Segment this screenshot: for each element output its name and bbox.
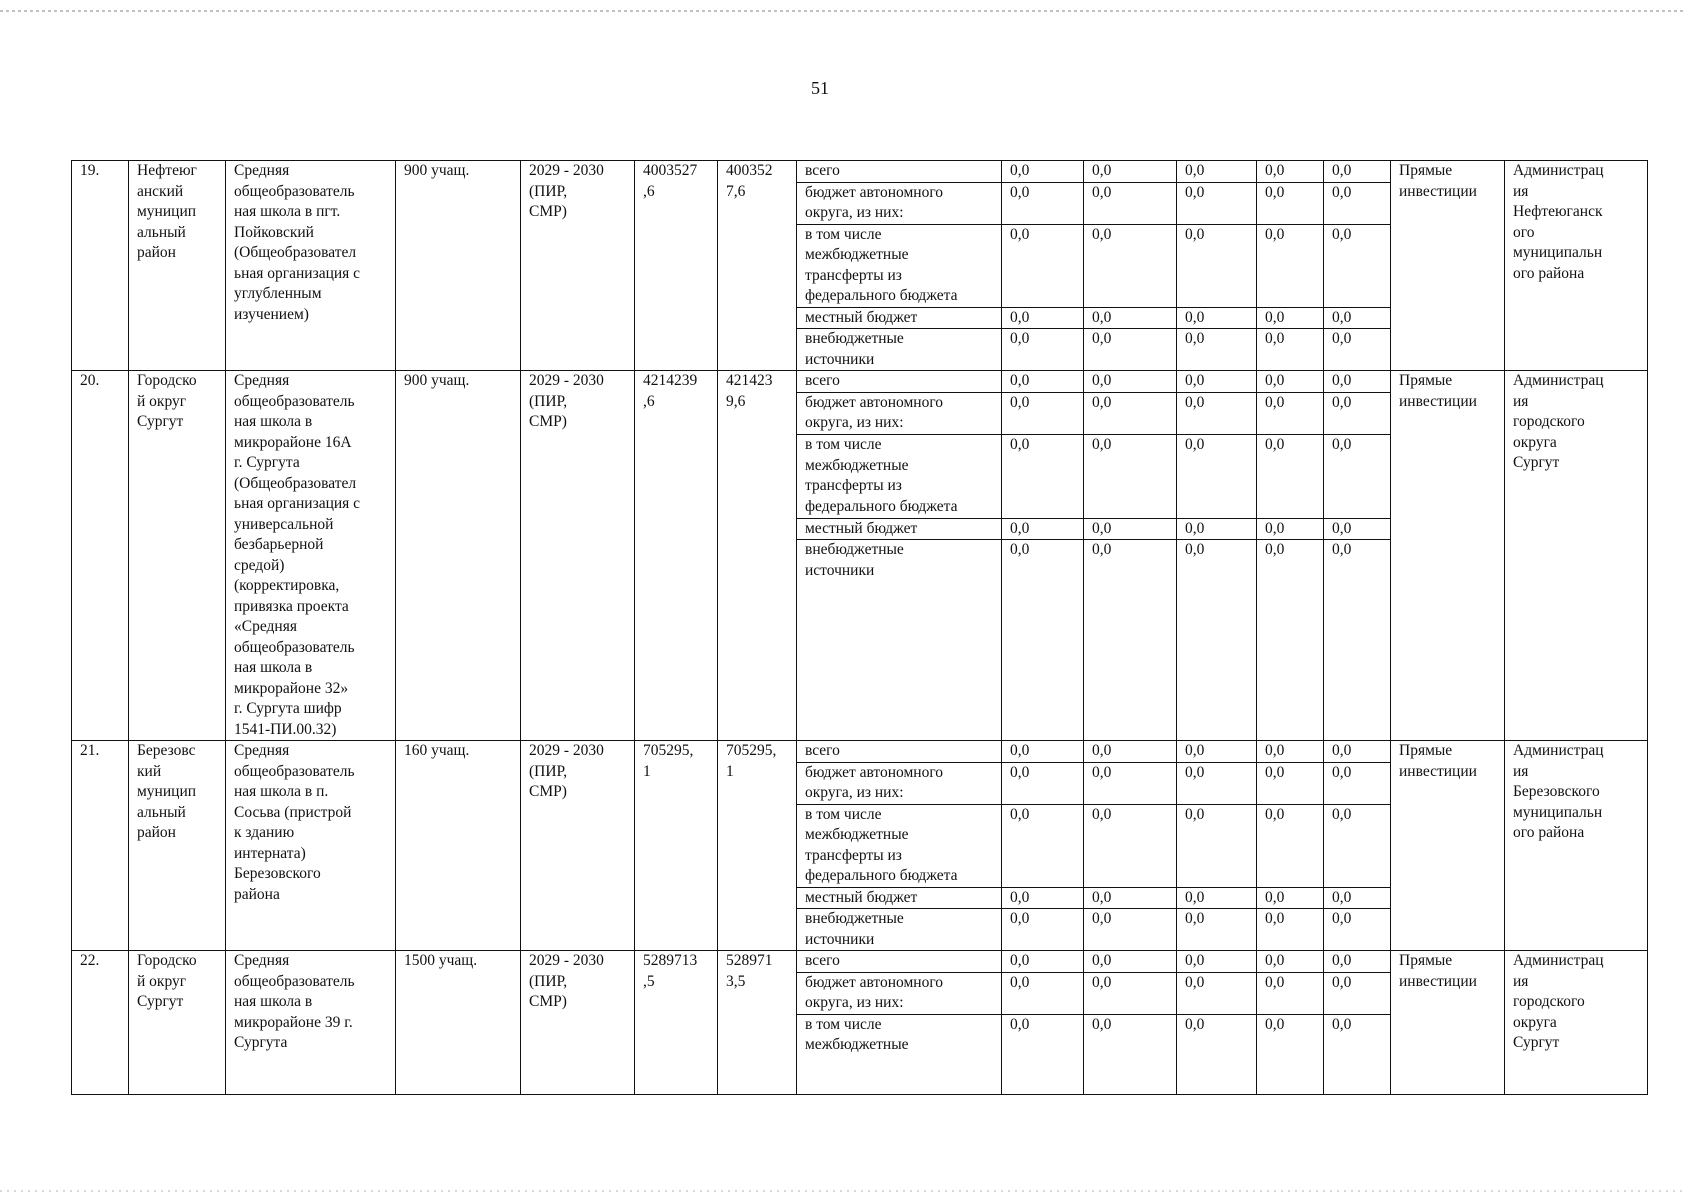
amount-cell: 0,0 — [1177, 951, 1257, 973]
amount-cell: 0,0 — [1084, 182, 1177, 224]
amount-cell: 0,0 — [1324, 909, 1391, 951]
source-label-cell: всего — [797, 951, 1002, 973]
source-label-cell: бюджет автономного округа, из них: — [797, 182, 1002, 224]
mechanism-cell: Прямые инвестиции — [1391, 951, 1505, 1095]
mechanism-cell: Прямые инвестиции — [1391, 371, 1505, 741]
source-label-cell: внебюджетные источники — [797, 540, 1002, 741]
amount-cell: 0,0 — [1324, 741, 1391, 763]
amount-cell: 0,0 — [1257, 1014, 1324, 1094]
amount-cell: 0,0 — [1324, 182, 1391, 224]
amount-cell: 0,0 — [1084, 540, 1177, 741]
amount-cell: 0,0 — [1177, 392, 1257, 434]
territory-cell: Городско й округ Сургут — [129, 371, 226, 741]
source-label-cell: бюджет автономного округа, из них: — [797, 972, 1002, 1014]
amount-cell: 0,0 — [1257, 329, 1324, 371]
source-label-cell: всего — [797, 161, 1002, 183]
amount-cell: 0,0 — [1324, 435, 1391, 519]
table-row — [72, 371, 1648, 393]
amount-cell: 0,0 — [1324, 307, 1391, 329]
amount-cell: 0,0 — [1257, 371, 1324, 393]
amount-cell: 0,0 — [1002, 371, 1084, 393]
source-label-cell: местный бюджет — [797, 307, 1002, 329]
amount-cell: 0,0 — [1177, 224, 1257, 307]
amount-cell: 0,0 — [1257, 161, 1324, 183]
row-number-cell: 20. — [72, 371, 129, 741]
amount-cell: 0,0 — [1257, 887, 1324, 909]
amount-cell: 0,0 — [1324, 161, 1391, 183]
territory-cell: Березовс кий муницип альный район — [129, 741, 226, 951]
amount-cell: 0,0 — [1002, 909, 1084, 951]
amount-cell: 0,0 — [1324, 887, 1391, 909]
amount-cell: 0,0 — [1257, 182, 1324, 224]
amount-cell: 0,0 — [1002, 972, 1084, 1014]
amount-cell: 0,0 — [1177, 518, 1257, 540]
table-row — [72, 951, 1648, 973]
source-label-cell: в том числе межбюджетные трансферты из федерального бюджета — [797, 224, 1002, 307]
amount-cell: 0,0 — [1257, 762, 1324, 804]
territory-cell: Городско й округ Сургут — [129, 951, 226, 1095]
amount-cell: 0,0 — [1084, 909, 1177, 951]
period-cell: 2029 - 2030 (ПИР, СМР) — [521, 371, 635, 741]
amount-cell: 0,0 — [1257, 307, 1324, 329]
amount-cell: 0,0 — [1084, 741, 1177, 763]
source-label-cell: в том числе межбюджетные трансферты из федерального бюджета — [797, 804, 1002, 887]
cost-cell: 705295, 1 — [635, 741, 718, 951]
amount-cell: 0,0 — [1002, 540, 1084, 741]
amount-cell: 0,0 — [1324, 224, 1391, 307]
investment-objects-table — [71, 160, 1648, 1095]
amount-cell: 0,0 — [1257, 951, 1324, 973]
amount-cell: 0,0 — [1177, 762, 1257, 804]
amount-cell: 0,0 — [1257, 972, 1324, 1014]
period-cell: 2029 - 2030 (ПИР, СМР) — [521, 951, 635, 1095]
amount-cell: 0,0 — [1084, 224, 1177, 307]
amount-cell: 0,0 — [1324, 804, 1391, 887]
amount-cell: 0,0 — [1002, 951, 1084, 973]
amount-cell: 0,0 — [1177, 887, 1257, 909]
limit-cell: 528971 3,5 — [718, 951, 797, 1095]
amount-cell: 0,0 — [1177, 540, 1257, 741]
source-label-cell: всего — [797, 741, 1002, 763]
amount-cell: 0,0 — [1002, 435, 1084, 519]
amount-cell: 0,0 — [1177, 972, 1257, 1014]
amount-cell: 0,0 — [1084, 161, 1177, 183]
amount-cell: 0,0 — [1084, 518, 1177, 540]
amount-cell: 0,0 — [1324, 951, 1391, 973]
cost-cell: 4003527 ,6 — [635, 161, 718, 371]
amount-cell: 0,0 — [1084, 435, 1177, 519]
amount-cell: 0,0 — [1257, 741, 1324, 763]
source-label-cell: бюджет автономного округа, из них: — [797, 762, 1002, 804]
capacity-cell: 900 учащ. — [396, 371, 521, 741]
object-name-cell: Средняя общеобразователь ная школа в п. Сосьва (пристрой к зданию интерната) Березовского района — [226, 741, 396, 951]
limit-cell: 400352 7,6 — [718, 161, 797, 371]
source-label-cell: в том числе межбюджетные — [797, 1014, 1002, 1094]
amount-cell: 0,0 — [1324, 518, 1391, 540]
source-label-cell: внебюджетные источники — [797, 329, 1002, 371]
amount-cell: 0,0 — [1002, 887, 1084, 909]
amount-cell: 0,0 — [1324, 540, 1391, 741]
cost-cell: 4214239 ,6 — [635, 371, 718, 741]
amount-cell: 0,0 — [1177, 329, 1257, 371]
cost-cell: 5289713 ,5 — [635, 951, 718, 1095]
amount-cell: 0,0 — [1257, 224, 1324, 307]
amount-cell: 0,0 — [1002, 1014, 1084, 1094]
limit-cell: 421423 9,6 — [718, 371, 797, 741]
customer-cell: Администрац ия Березовского муниципальн ого района — [1505, 741, 1648, 951]
amount-cell: 0,0 — [1257, 435, 1324, 519]
source-label-cell: всего — [797, 371, 1002, 393]
mechanism-cell: Прямые инвестиции — [1391, 161, 1505, 371]
amount-cell: 0,0 — [1084, 392, 1177, 434]
amount-cell: 0,0 — [1177, 182, 1257, 224]
customer-cell: Администрац ия Нефтеюганск ого муниципальн ого района — [1505, 161, 1648, 371]
amount-cell: 0,0 — [1084, 371, 1177, 393]
amount-cell: 0,0 — [1002, 741, 1084, 763]
customer-cell: Администрац ия городского округа Сургут — [1505, 371, 1648, 741]
amount-cell: 0,0 — [1002, 762, 1084, 804]
scan-edge-top — [0, 10, 1686, 12]
amount-cell: 0,0 — [1084, 804, 1177, 887]
amount-cell: 0,0 — [1002, 392, 1084, 434]
scan-edge-bottom — [0, 1190, 1686, 1192]
amount-cell: 0,0 — [1177, 1014, 1257, 1094]
page-number: 51 — [811, 78, 829, 98]
amount-cell: 0,0 — [1177, 804, 1257, 887]
mechanism-cell: Прямые инвестиции — [1391, 741, 1505, 951]
source-label-cell: внебюджетные источники — [797, 909, 1002, 951]
amount-cell: 0,0 — [1177, 435, 1257, 519]
amount-cell: 0,0 — [1257, 540, 1324, 741]
territory-cell: Нефтеюг анский муницип альный район — [129, 161, 226, 371]
table-row — [72, 741, 1648, 763]
amount-cell: 0,0 — [1002, 224, 1084, 307]
amount-cell: 0,0 — [1177, 909, 1257, 951]
source-label-cell: в том числе межбюджетные трансферты из федерального бюджета — [797, 435, 1002, 519]
capacity-cell: 160 учащ. — [396, 741, 521, 951]
row-number-cell: 22. — [72, 951, 129, 1095]
amount-cell: 0,0 — [1324, 329, 1391, 371]
source-label-cell: местный бюджет — [797, 518, 1002, 540]
source-label-cell: местный бюджет — [797, 887, 1002, 909]
amount-cell: 0,0 — [1324, 972, 1391, 1014]
amount-cell: 0,0 — [1084, 972, 1177, 1014]
table-row — [72, 161, 1648, 183]
amount-cell: 0,0 — [1324, 371, 1391, 393]
amount-cell: 0,0 — [1002, 518, 1084, 540]
amount-cell: 0,0 — [1257, 392, 1324, 434]
amount-cell: 0,0 — [1084, 329, 1177, 371]
amount-cell: 0,0 — [1002, 182, 1084, 224]
amount-cell: 0,0 — [1324, 1014, 1391, 1094]
amount-cell: 0,0 — [1324, 392, 1391, 434]
amount-cell: 0,0 — [1084, 307, 1177, 329]
amount-cell: 0,0 — [1002, 161, 1084, 183]
period-cell: 2029 - 2030 (ПИР, СМР) — [521, 741, 635, 951]
amount-cell: 0,0 — [1177, 161, 1257, 183]
amount-cell: 0,0 — [1084, 887, 1177, 909]
amount-cell: 0,0 — [1177, 371, 1257, 393]
object-name-cell: Средняя общеобразователь ная школа в микрорайоне 39 г. Сургута — [226, 951, 396, 1095]
period-cell: 2029 - 2030 (ПИР, СМР) — [521, 161, 635, 371]
object-name-cell: Средняя общеобразователь ная школа в пгт. Пойковский (Общеобразовател ьная организация с углубленным изучением) — [226, 161, 396, 371]
row-number-cell: 19. — [72, 161, 129, 371]
amount-cell: 0,0 — [1002, 307, 1084, 329]
amount-cell: 0,0 — [1257, 804, 1324, 887]
amount-cell: 0,0 — [1257, 909, 1324, 951]
amount-cell: 0,0 — [1002, 329, 1084, 371]
limit-cell: 705295, 1 — [718, 741, 797, 951]
capacity-cell: 1500 учащ. — [396, 951, 521, 1095]
amount-cell: 0,0 — [1177, 307, 1257, 329]
amount-cell: 0,0 — [1002, 804, 1084, 887]
amount-cell: 0,0 — [1324, 762, 1391, 804]
amount-cell: 0,0 — [1084, 1014, 1177, 1094]
amount-cell: 0,0 — [1257, 518, 1324, 540]
source-label-cell: бюджет автономного округа, из них: — [797, 392, 1002, 434]
capacity-cell: 900 учащ. — [396, 161, 521, 371]
amount-cell: 0,0 — [1084, 951, 1177, 973]
amount-cell: 0,0 — [1084, 762, 1177, 804]
amount-cell: 0,0 — [1177, 741, 1257, 763]
object-name-cell: Средняя общеобразователь ная школа в микрорайоне 16А г. Сургута (Общеобразовател ьная организация с универсальной безбарьерной средой) (корректировка, привязка проекта «Средняя общеобразователь ная школа в микрорайоне 32» г. Сургута шифр 1541-ПИ.00.32) — [226, 371, 396, 741]
row-number-cell: 21. — [72, 741, 129, 951]
customer-cell: Администрац ия городского округа Сургут — [1505, 951, 1648, 1095]
